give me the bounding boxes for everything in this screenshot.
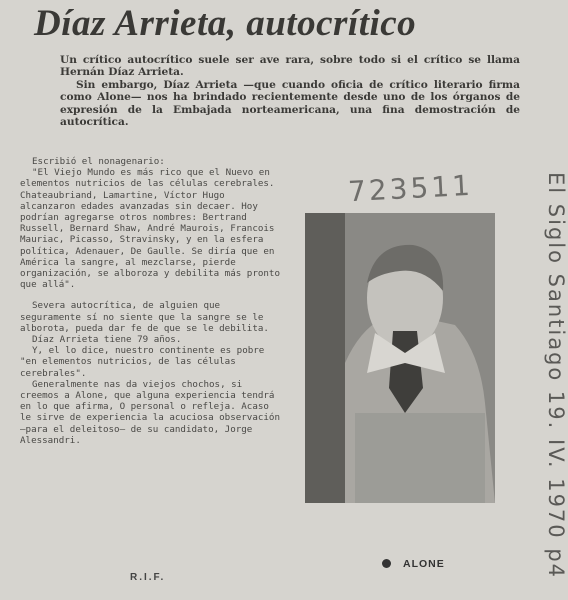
body-paragraph: Generalmente nas da viejos chochos, si creemos a Alone, que alguna experiencia tendrá en lo que afirma, O personal o refleja. Acaso le sirve de experiencia la acuciosa observación —para el deleitoso— de su candidato, Jorge Alessandri.	[20, 378, 280, 446]
handwritten-source-note: El Siglo Santiago 19. IV. 1970 p4	[544, 172, 568, 580]
caption-text: ALONE	[403, 558, 445, 570]
body-paragraph: Díaz Arrieta tiene 79 años.	[32, 334, 182, 346]
article-title: Díaz Arrieta, autocrítico	[34, 3, 417, 44]
body-paragraph: Escribió el nonagenario:	[32, 156, 165, 167]
quoted-paragraph: "El Viejo Mundo es más rico que el Nuevo en elementos nutricios de las células cerebrales. Chateaubriand, Lamartine, Víctor Hugo alcanzaron edades avanzadas sin decaer. Hoy podrían agregarse otros nombres: Bertrand Russell, Bernard Shaw, André Maurois, Francois Mauriac, Picasso, Stravinsky, y en la esfera política, Adenauer, De Gaulle. Se diría que en América la sangre, al mezclarse, pierde organización, se alboroza y debilita más pronto que allá".	[20, 167, 280, 291]
article-body	[20, 156, 282, 446]
portrait-illustration	[305, 213, 495, 503]
portrait-photo	[305, 213, 495, 503]
handwritten-number: 723511	[347, 168, 474, 209]
photo-caption	[382, 558, 445, 570]
body-paragraph: Y, el lo dice, nuestro continente es pobre "en elementos nutricios, de las células cerebrales".	[20, 345, 265, 379]
bullet-icon	[382, 559, 391, 568]
author-signoff: R.I.F.	[130, 572, 166, 583]
lead-paragraph: Sin embargo, Díaz Arrieta —que cuando oficia de crítico literario firma como Alone— nos ha brindado recientemente desde uno de los órganos de expresión de la Embajada norteamericana, una fina demostración de autocrítica.	[60, 78, 520, 129]
lead-paragraph: Un crítico autocrítico suele ser ave rara, sobre todo si el crítico se llama Hernán Díaz Arrieta.	[60, 54, 520, 79]
article-lead	[60, 54, 520, 128]
body-paragraph: Severa autocrítica, de alguien que seguramente sí no siente que la sangre se le alborota, pueda dar fe de que se le debilita.	[20, 300, 269, 334]
